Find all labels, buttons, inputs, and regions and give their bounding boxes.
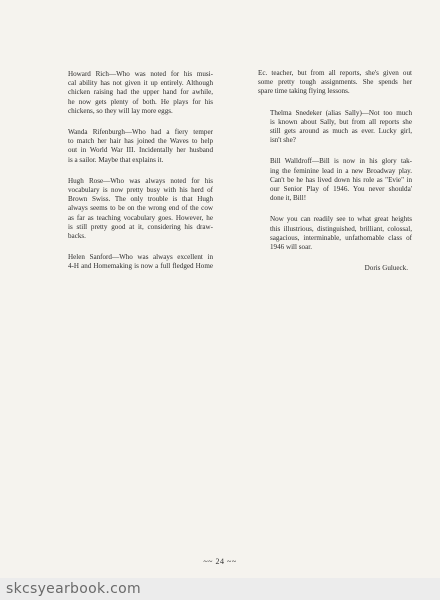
paragraph-wanda-rifenburgh <box>56 128 213 165</box>
text-line: is known about Sally, but from all reports she <box>270 117 412 126</box>
text-line: Thelma Snedeker (alias Sally)—Not too much <box>270 108 412 117</box>
text-line: our Senior Play of 1946. You never shoulda' <box>270 185 412 194</box>
text-line: is still pretty good at it, considering his draw- <box>68 222 213 231</box>
text-line: still gets around as much as ever. Lucky girl, <box>270 127 412 136</box>
text-line: sagacious, interminable, unfathomable class of <box>270 233 412 242</box>
text-line: Ec. teacher, but from all reports, she's given out <box>258 69 412 77</box>
text-line: chickens, so they will lay more eggs. <box>68 106 173 115</box>
text-line: vocabulary is now pretty busy with his herd of <box>68 186 213 195</box>
paragraph-bill-walldroff <box>258 157 412 203</box>
text-line: this illustrious, distinguished, brilliant, colossal, <box>270 224 412 233</box>
text-line: isn't she? <box>270 136 296 145</box>
paragraph-thelma-snedeker <box>258 109 412 146</box>
text-line: Hugh Rose—Who was always noted for his <box>68 176 213 185</box>
page-number: ~~ 24 ~~ <box>203 557 237 566</box>
author-signature: Doris Gulueck. <box>364 264 408 273</box>
text-line: spare time taking flying lessons. <box>258 87 350 96</box>
text-line: chicken raising had the upper hand for awhile, <box>68 88 213 97</box>
text-line: backs. <box>68 232 86 241</box>
paragraph-helen-sanford-continued <box>258 69 412 97</box>
text-line: out in World War III. Incidentally her husband <box>68 146 213 155</box>
text-line: 1946 will soar. <box>270 243 312 252</box>
text-line: is a sailor. Maybe that explains it. <box>68 155 164 164</box>
text-line: cal ability has not given it up entirely. Although <box>68 79 213 88</box>
text-line: Wanda Rifenburgh—Who had a fiery temper <box>68 128 213 137</box>
text-line: he now gets plenty of both. He plays for his <box>68 97 213 106</box>
text-line: Can't be he has lived down his role as "Evie" in <box>270 175 412 184</box>
text-line: ing the feminine lead in a new Broadway play. <box>270 166 412 175</box>
left-column <box>56 70 213 284</box>
paragraph-helen-sanford <box>56 253 213 271</box>
text-line: Now you can readily see to what great heights <box>270 215 412 224</box>
paragraph-howard-rich <box>56 70 213 116</box>
text-line: to match her hair has joined the Waves to help <box>68 137 213 146</box>
paragraph-hugh-rose <box>56 177 213 241</box>
site-watermark: skcsyearbook.com <box>0 578 440 600</box>
paragraph-closing <box>258 215 412 252</box>
text-line: Howard Rich—Who was noted for his musi- <box>68 70 213 78</box>
text-line: 4-H and Homemaking is now a full fledged Home <box>68 262 213 271</box>
text-line: Brown Swiss. The only trouble is that Hugh <box>68 195 213 204</box>
text-line: as far as teaching vocabulary goes. However, he <box>68 213 213 222</box>
text-line: always seems to be on the wrong end of the cow <box>68 204 213 213</box>
text-line: Bill Walldroff—Bill is now in his glory tak- <box>270 157 412 166</box>
text-line: Helen Sanford—Who was always excellent in <box>68 253 213 262</box>
text-line: some pretty tough assignments. She spends her <box>258 78 412 87</box>
text-line: done it, Bill! <box>270 194 307 203</box>
right-column <box>258 69 412 273</box>
